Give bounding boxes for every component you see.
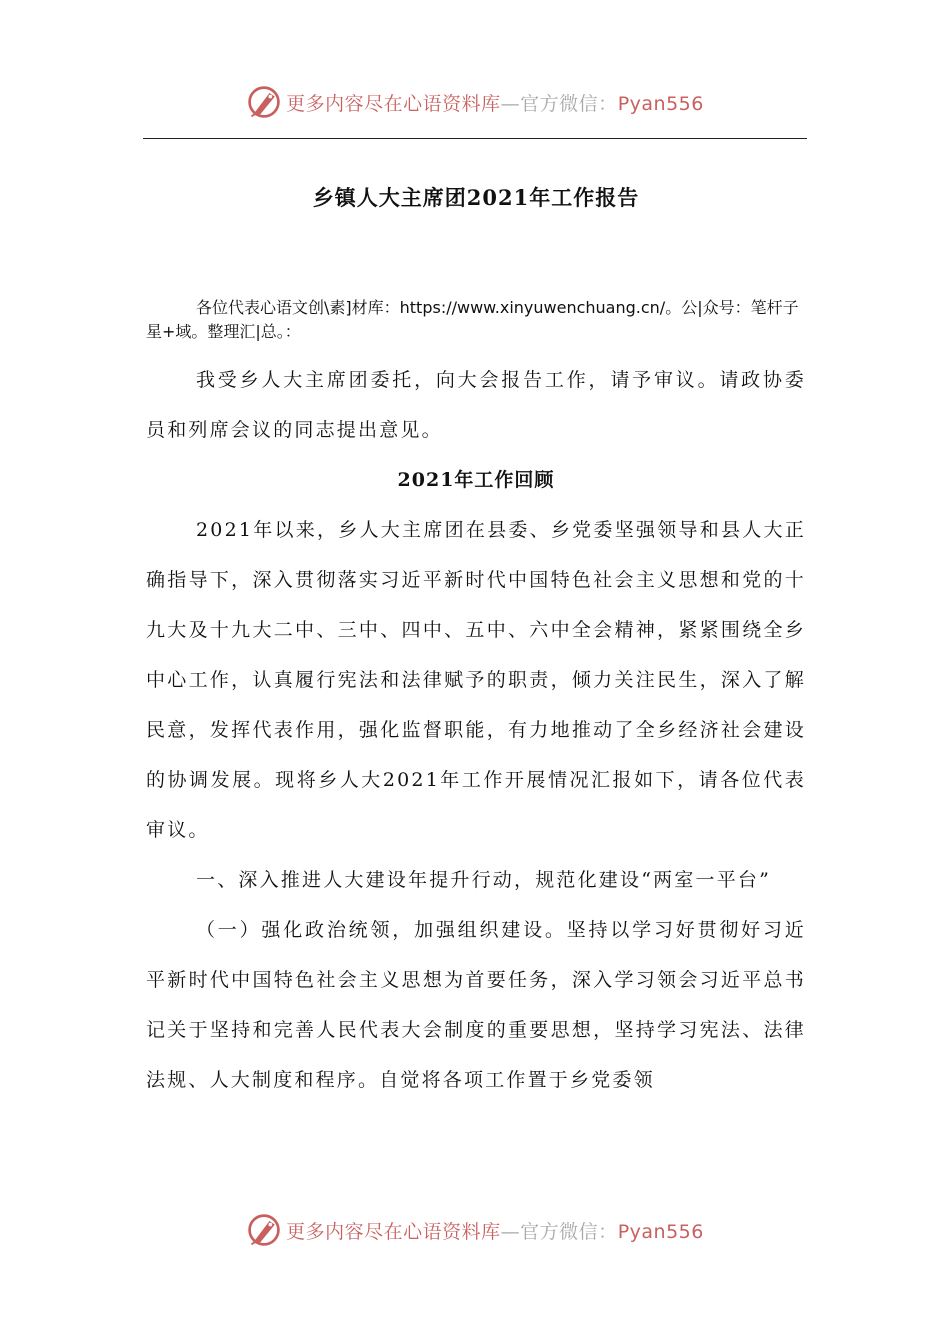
- header-watermark: [0, 80, 950, 124]
- watermark-part2: —官方微信：: [500, 1220, 618, 1243]
- watermark-id: Pyan556: [617, 1220, 704, 1243]
- watermark-text: [286, 89, 704, 116]
- watermark-id: Pyan556: [617, 92, 704, 115]
- section-heading: 2021年工作回顾: [397, 469, 555, 491]
- watermark-part2: —官方微信：: [500, 92, 618, 115]
- paragraph: 我受乡人大主席团委托，向大会报告工作，请予审议。请政协委员和列席会议的同志提出意见。: [146, 369, 806, 441]
- footer-watermark: [0, 1208, 950, 1252]
- document-title: 乡镇人大主席团2021年工作报告: [312, 185, 640, 210]
- intro-line: 各位代表心语文创\素]材库：https://www.xinyuwenchuang.cn/。公|众号：笔杆子星+域。整理汇|总。：: [146, 298, 799, 341]
- watermark-part1: 更多内容尽在心语资料库: [286, 92, 501, 115]
- pen-nib-logo-icon: [246, 1212, 282, 1248]
- header-divider: [143, 138, 807, 139]
- paragraph: 2021年以来，乡人大主席团在县委、乡党委坚强领导和县人大正确指导下，深入贯彻落实习近平新时代中国特色社会主义思想和党的十九大及十九大二中、三中、四中、五中、六中全会精神，紧紧围绕全乡中心工作，认真履行宪法和法律赋予的职责，倾力关注民生，深入了解民意，发挥代表作用，强化监督职能，有力地推动了全乡经济社会建设的协调发展。现将乡人大2021年工作开展情况汇报如下，请各位代表审议。: [146, 519, 806, 841]
- paragraph: 一、深入推进人大建设年提升行动，规范化建设“两室一平台”: [196, 869, 772, 891]
- watermark-text: [286, 1217, 704, 1244]
- watermark-part1: 更多内容尽在心语资料库: [286, 1220, 501, 1243]
- document-body: [146, 355, 806, 1105]
- pen-nib-logo-icon: [246, 84, 282, 120]
- paragraph: （一）强化政治统领，加强组织建设。坚持以学习好贯彻好习近平新时代中国特色社会主义思想为首要任务，深入学习领会习近平总书记关于坚持和完善人民代表大会制度的重要思想，坚持学习宪法、法律法规、人大制度和程序。自觉将各项工作置于乡党委领: [146, 919, 806, 1091]
